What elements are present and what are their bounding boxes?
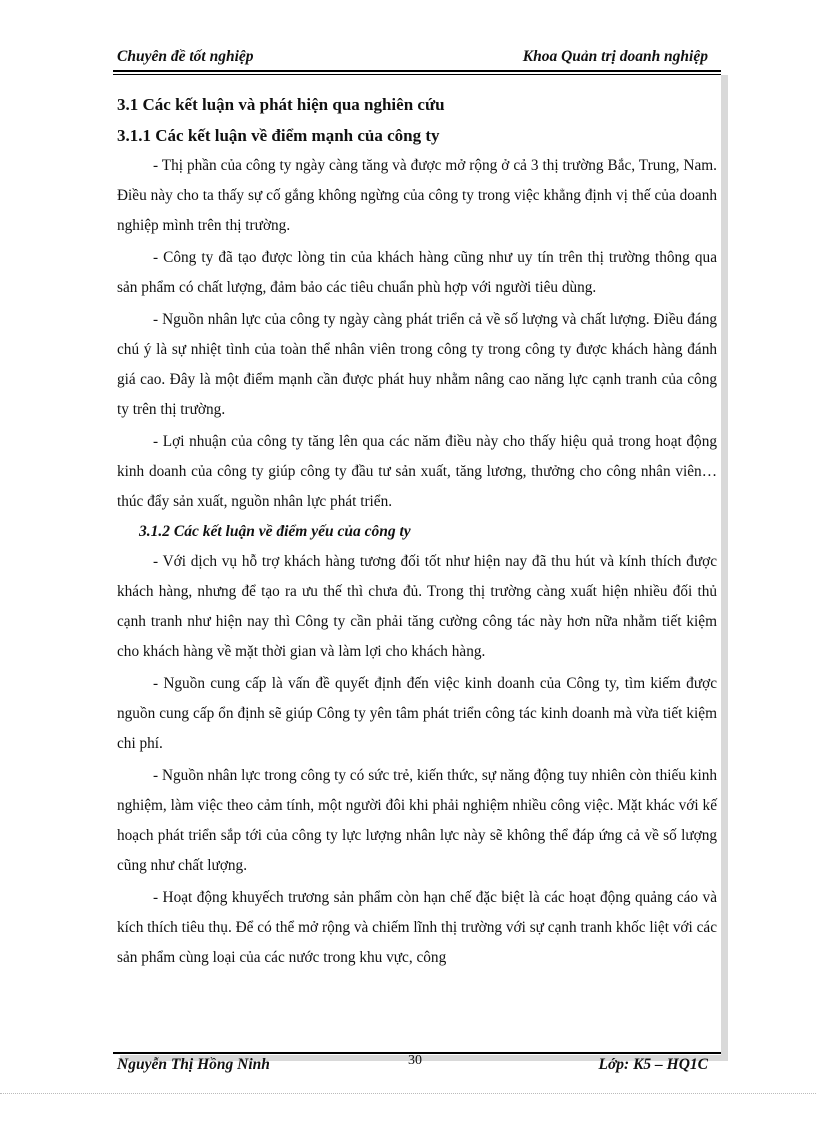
paragraph: - Nguồn cung cấp là vấn đề quyết định đến việc kinh doanh của Công ty, tìm kiếm được nguồn cung cấp ổn định sẽ giúp Công ty yên tâm phát triển công tác kinh doanh mà vừa tiết kiệm chi phí. (117, 675, 717, 752)
paragraph: - Lợi nhuận của công ty tăng lên qua các năm điều này cho thấy hiệu quả trong hoạt động kinh doanh của công ty giúp công ty đầu tư sản xuất, tăng lương, thưởng cho công nhân viên…thúc đẩy sản xuất, nguồn nhân lực phát triển. (117, 433, 717, 510)
page-number: 30 (408, 1053, 422, 1068)
paragraph: - Nguồn nhân lực trong công ty có sức trẻ, kiến thức, sự năng động tuy nhiên còn thiếu kinh nghiệm, làm việc theo cảm tính, một người đôi khi phải nghiệm nhiều công việc. Mặt khác với kế hoạch phát triển sắp tới của công ty lực lượng nhân lực này sẽ không thể đáp ứng cả về số lượng cũng như chất lượng. (117, 767, 717, 874)
paragraph: - Nguồn nhân lực của công ty ngày càng phát triển cả về số lượng và chất lượng. Điều đáng chú ý là sự nhiệt tình của toàn thể nhân viên trong công ty trong công ty được khách hàng đánh giá cao. Đây là một điểm mạnh cần được phát huy nhằm nâng cao năng lực cạnh tranh của công ty trên thị trường. (117, 311, 717, 418)
header-rule-thin (113, 74, 721, 75)
header-left-text: Chuyên đề tốt nghiệp (117, 48, 254, 65)
footer-author: Nguyễn Thị Hồng Ninh (117, 1056, 270, 1073)
section-3-1-1-title: 3.1.1 Các kết luận về điểm mạnh của công ty (117, 126, 440, 145)
paragraph: - Công ty đã tạo được lòng tin của khách hàng cũng như uy tín trên thị trường thông qua sản phẩm có chất lượng, đảm bảo các tiêu chuẩn phù hợp với người tiêu dùng. (117, 249, 717, 296)
section-3-1-2-title: 3.1.2 Các kết luận về điểm yếu của công ty (139, 523, 411, 540)
footer-class: Lớp: K5 – HQ1C (598, 1056, 708, 1073)
document-body (117, 94, 717, 975)
page-edge-dotted-line (0, 1093, 816, 1094)
section-3-1-title: 3.1 Các kết luận và phát hiện qua nghiên cứu (117, 95, 445, 114)
page-border-shadow-right (721, 75, 728, 1055)
header-rule (113, 70, 721, 72)
paragraph: - Hoạt động khuyếch trương sản phẩm còn hạn chế đặc biệt là các hoạt động quảng cáo và kích thích tiêu thụ. Để có thể mở rộng và chiếm lĩnh thị trường với sự cạnh tranh khốc liệt với các sản phẩm cùng loại của các nước trong khu vực, công (117, 889, 717, 966)
header-right-text: Khoa Quản trị doanh nghiệp (522, 48, 708, 65)
paragraph: - Với dịch vụ hỗ trợ khách hàng tương đối tốt như hiện nay đã thu hút và kính thích được khách hàng, nhưng để tạo ra ưu thế thì chưa đủ. Trong thị trường càng xuất hiện nhiều đối thủ cạnh tranh như hiện nay thì Công ty cần phải tăng cường công tác này hơn nữa nhằm tiết kiệm cho khách hàng về mặt thời gian và làm lợi cho khách hàng. (117, 553, 717, 660)
paragraph: - Thị phần của công ty ngày càng tăng và được mở rộng ở cả 3 thị trường Bắc, Trung, Nam. Điều này cho ta thấy sự cố gắng không ngừng của công ty trong việc khẳng định vị thế của doanh nghiệp mình trên thị trường. (117, 157, 717, 234)
